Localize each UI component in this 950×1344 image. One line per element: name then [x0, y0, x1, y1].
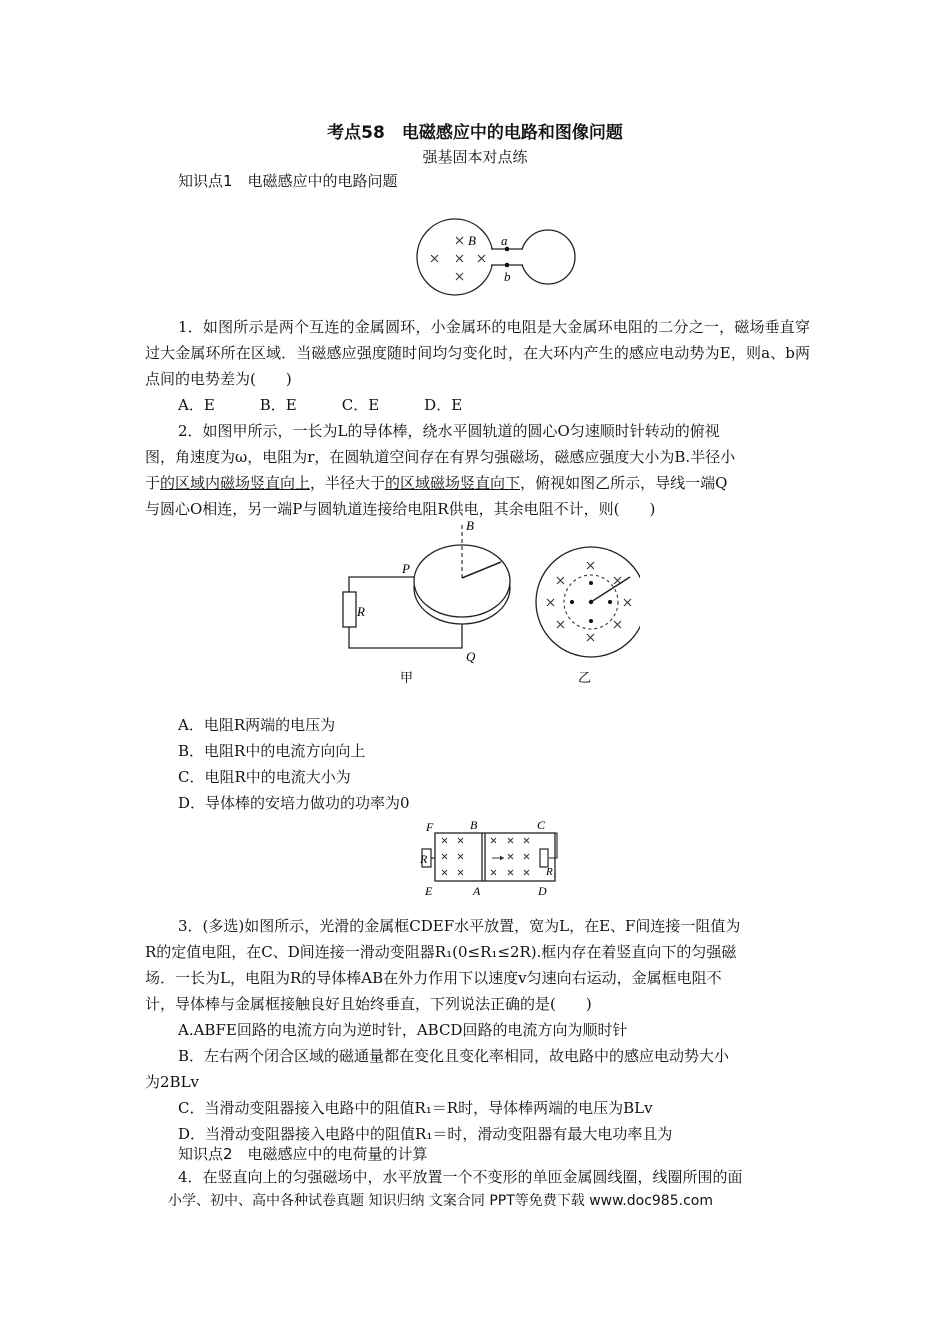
fig3-label-A: A [473, 884, 481, 898]
question-2-option-c: C．电阻R中的电流大小为 [178, 768, 351, 786]
question-3-option-d: D．当滑动变阻器接入电路中的阻值R₁＝时，滑动变阻器有最大电功率且为 [178, 1125, 673, 1143]
q2-text: ，半径大于 [310, 474, 386, 492]
fig2-caption-yi: 乙 [578, 670, 592, 685]
fig2-label-R: R [357, 604, 365, 619]
question-3-option-a: A.ABFE回路的电流方向为逆时针，ABCD回路的电流方向为顺时针 [178, 1021, 628, 1039]
question-1-text: 1．如图所示是两个互连的金属圆环，小金属环的电阻是大金属环电阻的二分之一，磁场垂直穿过大金属环所在区域．当磁感应强度随时间均匀变化时，在大环内产生的感应电动势为E，则a、b两点间的电势差为( ) [145, 318, 810, 388]
question-4-line-1: 4．在竖直向上的匀强磁场中，水平放置一个不变形的单匝金属圆线圈，线圈所围的面 [178, 1168, 743, 1186]
footer-text: 小学、初中、高中各种试卷真题 知识归纳 文案合同 PPT等免费下载 www.doc985.com [168, 1193, 713, 1209]
knowledge-point-2: 知识点2 电磁感应中的电荷量的计算 [178, 1145, 428, 1163]
question-3-line-4: 计，导体棒与金属框接触良好且始终垂直，下列说法正确的是( ) [145, 995, 592, 1013]
fig1-label-a: a [501, 233, 508, 248]
question-3-line-1: 3．(多选)如图所示，光滑的金属框CDEF水平放置，宽为L，在E、F间连接一阻值为 [178, 917, 741, 935]
fig3-label-F: F [426, 820, 434, 834]
fig3-label-R1: R₁ [546, 866, 557, 878]
fig2-label-Q: Q [466, 649, 476, 664]
fig3-label-R: R [420, 852, 428, 866]
fig3-label-D: D [538, 884, 547, 898]
question-2-option-b: B．电阻R中的电流方向向上 [178, 742, 366, 760]
figure-disk-circuit [330, 520, 640, 690]
question-2-line-2: 图，角速度为ω，电阻为r，在圆轨道空间存在有界匀强磁场，磁感应强度大小为B.半径小 [145, 448, 736, 466]
fig1-label-B: B [468, 233, 476, 248]
knowledge-point-1: 知识点1 电磁感应中的电路问题 [178, 172, 398, 190]
q2-underlined-2: 的区域磁场竖直向下 [385, 474, 521, 492]
question-2-line-1: 2．如图甲所示，一长为L的导体棒，绕水平圆轨道的圆心O匀速顺时针转动的俯视 [178, 422, 720, 440]
fig2-caption-jia: 甲 [400, 670, 414, 685]
figure-metal-frame [420, 818, 570, 900]
question-2-line-3 [145, 470, 727, 496]
fig2-label-B: B [466, 520, 474, 533]
fig1-label-b: b [504, 269, 511, 284]
figure-rings [410, 215, 590, 300]
fig3-label-B: B [470, 818, 478, 832]
question-3-line-3: 场．一长为L，电阻为R的导体棒AB在外力作用下以速度v匀速向右运动，金属框电阻不 [145, 969, 722, 987]
question-2-line-4: 与圆心O相连，另一端P与圆轨道连接给电阻R供电，其余电阻不计，则( ) [145, 500, 656, 518]
page-title: 考点58 电磁感应中的电路和图像问题 [327, 123, 623, 143]
question-3-option-c: C．当滑动变阻器接入电路中的阻值R₁＝R时，导体棒两端的电压为BLv [178, 1099, 653, 1117]
q2-text: ，俯视如图乙所示，导线一端Q [520, 474, 728, 492]
fig3-label-C: C [537, 818, 546, 832]
q2-underlined-1: 的区域内磁场竖直向上 [160, 474, 311, 492]
question-3-option-b-cont: 为2BLv [145, 1073, 200, 1091]
question-3-line-2: R的定值电阻，在C、D间连接一滑动变阻器R₁(0≤R₁≤2R).框内存在着竖直向下的匀强磁 [145, 943, 737, 961]
question-1-options: A．E B．E C．E D．E [178, 396, 463, 414]
fig3-label-E: E [425, 884, 433, 898]
q2-text: 于 [145, 474, 161, 492]
question-3-option-b: B．左右两个闭合区域的磁通量都在变化且变化率相同，故电路中的感应电动势大小 [178, 1047, 730, 1065]
question-2-option-a: A．电阻R两端的电压为 [178, 716, 336, 734]
section-subtitle: 强基固本对点练 [422, 148, 528, 166]
question-1 [145, 314, 810, 392]
question-2-option-d: D．导体棒的安培力做功的功率为0 [178, 794, 410, 812]
fig2-label-P: P [402, 561, 410, 576]
